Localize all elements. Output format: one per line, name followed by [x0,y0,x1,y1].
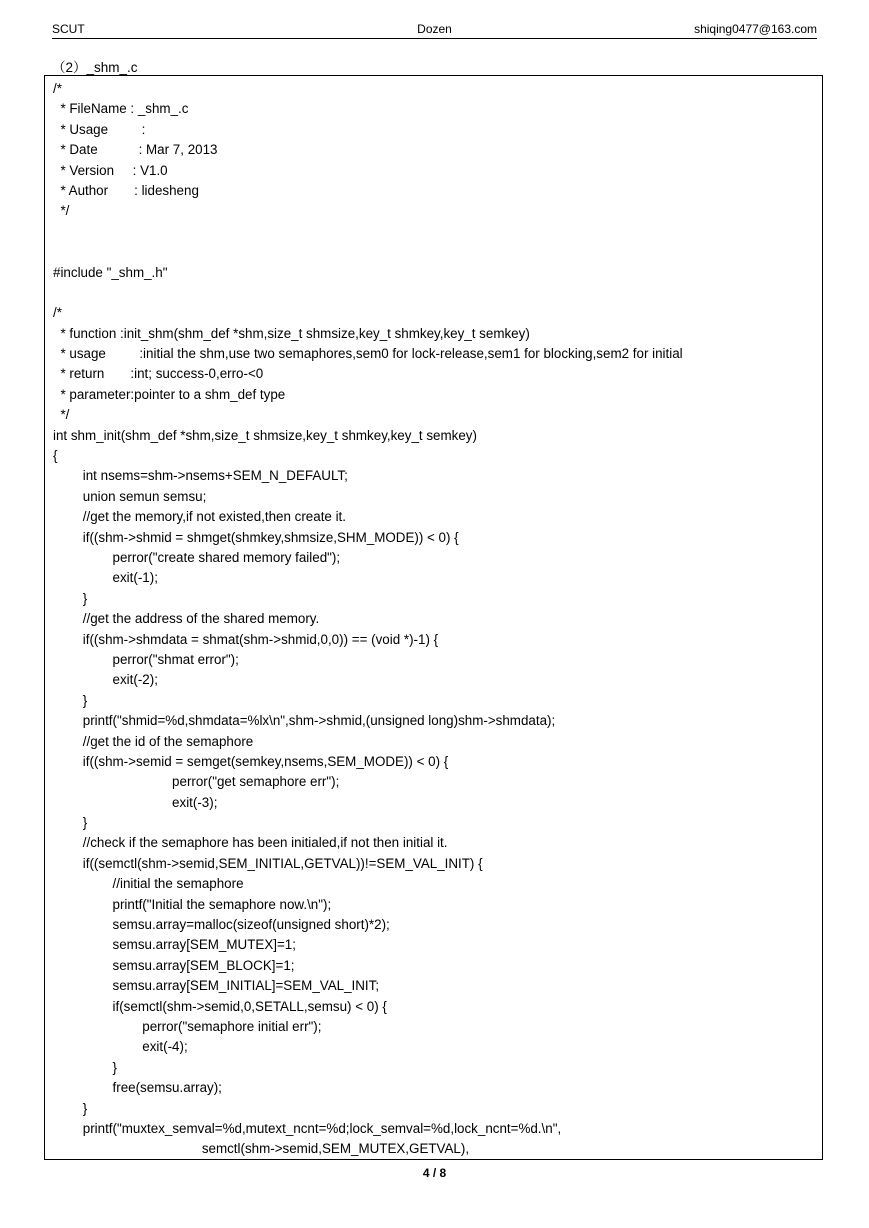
page-header [52,20,817,39]
code-line: exit(-3); [53,794,218,810]
code-line: exit(-1); [53,570,158,586]
code-line: semctl(shm->semid,SEM_MUTEX,GETVAL), [53,1141,470,1157]
code-line: semsu.array[SEM_BLOCK]=1; [53,957,295,973]
code-line: perror("semaphore initial err"); [53,1018,322,1034]
code-line: free(semsu.array); [53,1080,222,1096]
code-line: /* [53,305,62,321]
code-line: /* [53,81,62,96]
code-line: { [53,448,58,464]
code-line: semsu.array=malloc(sizeof(unsigned short)*2); [53,917,390,933]
code-line: * return :int; success-0,erro-<0 [53,366,264,382]
code-line: //get the address of the shared memory. [53,611,320,627]
code-line: } [53,1100,88,1116]
code-line: * function :init_shm(shm_def *shm,size_t shmsize,key_t shmkey,key_t semkey) [53,325,530,341]
code-line: semsu.array[SEM_INITIAL]=SEM_VAL_INIT; [53,978,380,994]
code-line: * Version : V1.0 [53,162,168,178]
code-line: if((shm->semid = semget(semkey,nsems,SEM_MODE)) < 0) { [53,753,449,769]
code-line: int shm_init(shm_def *shm,size_t shmsize,key_t shmkey,key_t semkey) [53,427,477,443]
code-line: //check if the semaphore has been initialed,if not then initial it. [53,835,448,851]
code-line: union semun semsu; [53,488,207,504]
code-line: //initial the semaphore [53,876,244,892]
code-line: exit(-2); [53,672,158,688]
code-line: //get the memory,if not existed,then create it. [53,509,346,525]
code-line: } [53,692,88,708]
code-line [53,283,818,303]
code-line: * Date : Mar 7, 2013 [53,142,218,158]
code-line: #include "_shm_.h" [53,264,168,280]
code-line: if((shm->shmid = shmget(shmkey,shmsize,SHM_MODE)) < 0) { [53,529,459,545]
code-line: } [53,1059,117,1075]
code-line: int nsems=shm->nsems+SEM_N_DEFAULT; [53,468,348,484]
code-line: * FileName : _shm_.c [53,101,189,117]
code-line: semsu.array[SEM_MUTEX]=1; [53,937,296,953]
code-line [53,242,818,262]
code-line: * parameter:pointer to a shm_def type [53,386,286,402]
code-line: if(semctl(shm->semid,0,SETALL,semsu) < 0) { [53,998,387,1014]
section-title: （2）_shm_.c [52,60,138,75]
code-line: } [53,815,88,831]
code-line: * Author : lidesheng [53,182,199,198]
code-line: */ [53,203,70,219]
code-line: printf("muxtex_semval=%d,mutext_ncnt=%d;lock_semval=%d,lock_ncnt=%d.\n", [53,1120,562,1136]
code-line: perror("create shared memory failed"); [53,549,341,565]
code-lines [53,79,818,1160]
header-email: shiqing0477@163.com [694,22,817,36]
code-line: if((semctl(shm->semid,SEM_INITIAL,GETVAL))!=SEM_VAL_INIT) { [53,855,483,871]
code-line: * Usage : [53,121,146,137]
code-line: exit(-4); [53,1039,188,1055]
header-author: Dozen [417,22,452,36]
code-line: printf("shmid=%d,shmdata=%lx\n",shm->shmid,(unsigned long)shm->shmdata); [53,713,556,729]
code-line: */ [53,407,70,423]
code-line [53,222,818,242]
page-number: 4 / 8 [422,1166,447,1180]
code-line: //get the id of the semaphore [53,733,254,749]
code-line: * usage :initial the shm,use two semaphores,sem0 for lock-release,sem1 for blocking,sem2 for initial [53,346,683,362]
code-line: if((shm->shmdata = shmat(shm->shmid,0,0)) == (void *)-1) { [53,631,439,647]
code-listing [44,75,823,1160]
code-line: perror("get semaphore err"); [53,774,340,790]
code-line: printf("Initial the semaphore now.\n"); [53,896,332,912]
code-line: } [53,590,88,606]
code-line: perror("shmat error"); [53,651,239,667]
header-org: SCUT [52,22,85,36]
